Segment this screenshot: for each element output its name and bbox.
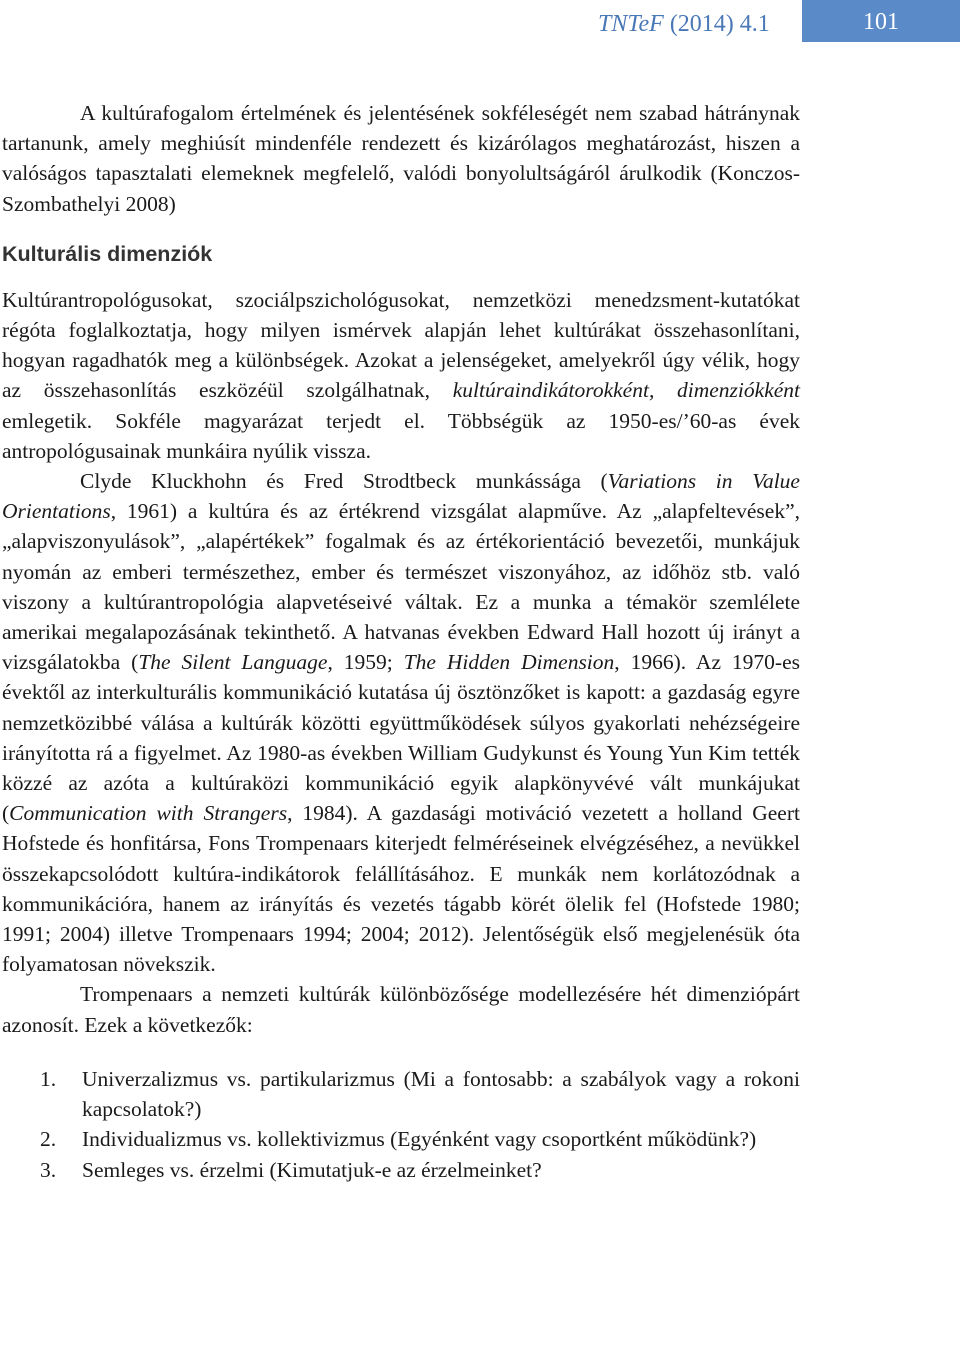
list-item — [2, 1155, 800, 1185]
journal-name: TNTeF — [598, 11, 664, 37]
article-body — [2, 98, 800, 1185]
list-text: Semleges vs. érzelmi (Kimutatjuk-e az érzelmeinket? — [82, 1157, 542, 1182]
book-title: The Silent Language — [138, 650, 328, 675]
list-text: Individualizmus vs. kollektivizmus (Egyénként vagy csoportként működünk?) — [82, 1127, 757, 1152]
paragraph-history: Clyde Kluckhohn és Fred Strodtbeck munkássága (Variations in Value Orientations, 1961) a kultúra és az értékrend vizsgálat alapműve. Az „alapfeltevések”, „alapviszonyulások”, „alapértékek” fogalmak és az értékorientáció bevezetői, munkájuk nyomán az emberi természethez, ember és természet viszonyához, az időhöz stb. való viszony a kultúrantropológia alapvetéseivé váltak. Ez a munka a témakör szemlélete amerikai megalapozásának tekinthető. A hatvanas években Edward Hall hozott új irányt a vizsgálatokba (The Silent Language, 1959; The Hidden Dimension, 1966). Az 1970-es évektől az interkulturális kommunikáció kutatása új ösztönzőket is kapott: a gazdaság egyre nemzetközibbé válása a kultúrák közötti együttműködések súlyos gyakorlati nehézségeire irányította rá a figyelmet. Az 1980-as években William Gudykunst és Young Yun Kim tették közzé az azóta a kultúraközi kommunikáció egyik alapkönyvévé vált munkájukat (Communication with Strangers, 1984). A gazdasági motiváció vezetett a holland Geert Hofstede és honfitársa, Fons Trompenaars kiterjedt felméréseinek elvégzéséhez, a nevükkel összekapcsolódott kultúra-indikátorok felállításához. E munkák nem korlátozódnak a kommunikációra, hanem az irányítás és vezetés tágabb körét ölelik fel (Hofstede 1980; 1991; 2004) illetve Trompenaars 1994; 2004; 2012). Jelentőségük első megjelenésük óta folyamatosan növekszik. — [2, 469, 800, 977]
paragraph-trompenaars: Trompenaars a nemzeti kultúrák különbözősége modellezésére hét dimenziópárt azonosít. Ezek a következők: — [2, 982, 800, 1037]
italic-term: dimenziókként — [677, 378, 801, 403]
book-title: The Hidden Dimension — [403, 650, 615, 675]
italic-term: kultúraindikátorokként, — [452, 378, 655, 403]
list-number: 3. — [40, 1157, 57, 1182]
journal-year-volume: (2014) 4.1 — [669, 11, 770, 37]
section-heading: Kulturális dimenziók — [2, 241, 213, 266]
dimension-list — [2, 1064, 800, 1185]
list-item — [2, 1124, 800, 1154]
book-title: Variations in Value Orientations — [2, 469, 800, 524]
list-item — [2, 1064, 800, 1124]
list-number: 2. — [40, 1127, 57, 1152]
list-text: Univerzalizmus vs. partikularizmus (Mi a fontosabb: a szabályok vagy a rokoni kapcsolatok?) — [82, 1066, 800, 1122]
list-number: 1. — [40, 1066, 57, 1091]
book-title: Communication with Strangers — [9, 801, 288, 826]
paragraph-intro: A kultúrafogalom értelmének és jelentésének sokféleségét nem szabad hátránynak tartanunk, amely meghiúsít mindenféle rendezett és kizárólagos meghatározást, hiszen a valóságos tapasztalati elemeknek megfelelő, valódi bonyolultságáról árulkodik (Konczos-Szombathelyi 2008) — [2, 101, 800, 216]
page-number-box — [802, 0, 960, 42]
page-number: 101 — [863, 9, 899, 35]
paragraph-dimensions: Kultúrantropológusokat, szociálpszichológusokat, nemzetközi menedzsment-kutatókat régóta foglalkoztatja, hogy milyen ismérvek alapján lehet kultúrákat összehasonlítani, hogyan ragadhatók meg a különbségek. Azokat a jelenségeket, amelyekről úgy vélik, hogy az összehasonlítás eszközéül szolgálhatnak, kultúraindikátorokként, dimenziókként emlegetik. Sokféle magyarázat terjedt el. Többségük az 1950-es/’60-as évek antropológusainak munkáira nyúlik vissza. — [2, 287, 801, 463]
journal-header — [598, 6, 798, 42]
